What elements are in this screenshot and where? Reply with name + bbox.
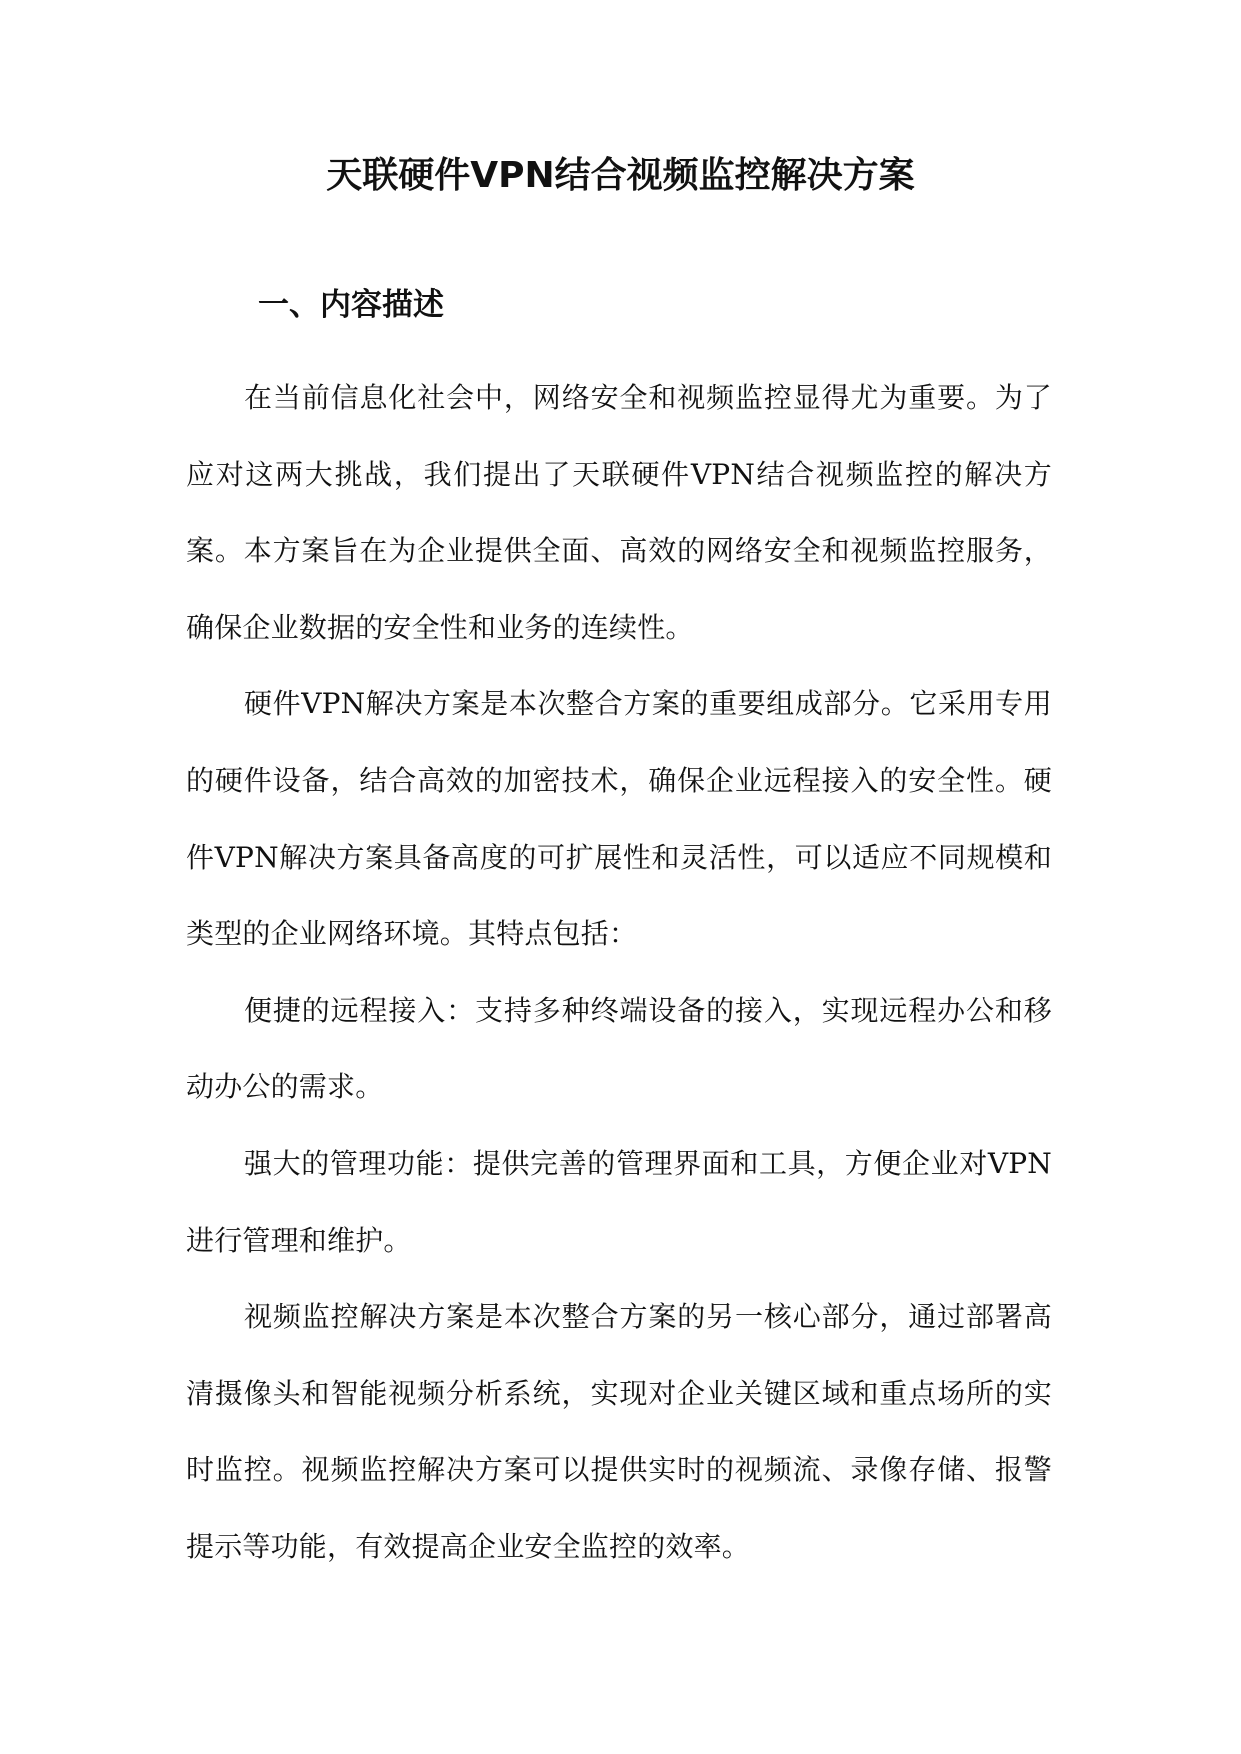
paragraph-remote-access: 便捷的远程接入：支持多种终端设备的接入，实现远程办公和移动办公的需求。: [186, 993, 1052, 1104]
paragraph-intro: 在当前信息化社会中，网络安全和视频监控显得尤为重要。为了应对这两大挑战，我们提出了天联硬件VPN结合视频监控的解决方案。本方案旨在为企业提供全面、高效的网络安全和视频监控服务，确保企业数据的安全性和业务的连续性。: [186, 381, 1052, 644]
section-heading: 一、内容描述: [258, 287, 444, 323]
document-body: [186, 360, 1052, 1586]
paragraph-video-surveillance: 视频监控解决方案是本次整合方案的另一核心部分，通过部署高清摄像头和智能视频分析系统，实现对企业关键区域和重点场所的实时监控。视频监控解决方案可以提供实时的视频流、录像存储、报警提示等功能，有效提高企业安全监控的效率。: [186, 1300, 1052, 1563]
paragraph-hardware-vpn: 硬件VPN解决方案是本次整合方案的重要组成部分。它采用专用的硬件设备，结合高效的加密技术，确保企业远程接入的安全性。硬件VPN解决方案具备高度的可扩展性和灵活性，可以适应不同规模和类型的企业网络环境。其特点包括：: [186, 687, 1052, 951]
document-title: 天联硬件VPN结合视频监控解决方案: [326, 155, 915, 196]
paragraph-management: 强大的管理功能：提供完善的管理界面和工具，方便企业对VPN进行管理和维护。: [186, 1146, 1052, 1257]
